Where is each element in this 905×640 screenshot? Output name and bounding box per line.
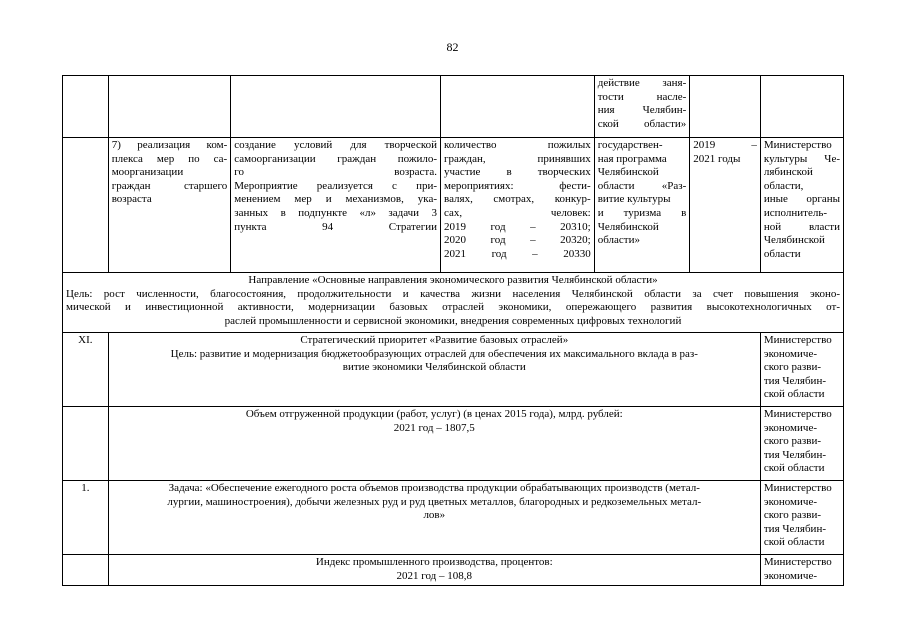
program-line: ской области»: [597, 117, 687, 130]
responsible-line: области,: [763, 179, 804, 192]
content-line: го возраста.: [234, 166, 438, 179]
cell-number: XI.: [63, 333, 109, 407]
period-line: 2019 –: [693, 139, 757, 151]
program-line: государствен-: [597, 139, 663, 151]
cell-indicator: [441, 76, 595, 138]
program-line: Челябинской: [597, 220, 659, 233]
cell-responsible: [760, 407, 843, 481]
cell-period: [690, 76, 761, 138]
direction-goal-line: раслей промышленности и сервисной экономики, внедрения современных цифровых технологий: [224, 314, 682, 327]
volume-cell: [108, 407, 760, 481]
content-line: Мероприятие реализуется с при-: [234, 179, 438, 192]
table-row: [63, 76, 844, 138]
priority-title: Стратегический приоритет «Развитие базовых отраслей»: [300, 334, 569, 346]
cell-program: [594, 138, 690, 273]
responsible-line: культуры Че-: [763, 152, 840, 165]
responsible-line: экономиче-: [763, 421, 817, 434]
cell-responsible: [760, 555, 843, 586]
indicator-line: количество пожилых: [444, 139, 591, 151]
program-line: и туризма в: [597, 206, 687, 219]
direction-goal-line: мической и инвестиционной активности, модернизации базовых отраслей экономики, опережающего развития высокотехнологичных от-: [66, 301, 840, 314]
page-number: 82: [446, 40, 459, 54]
index-title: Индекс промышленного производства, процентов:: [315, 556, 553, 568]
task-cell: [108, 481, 760, 555]
measure-line: 7) реализация ком-: [111, 139, 228, 151]
table-row: [63, 407, 844, 481]
measure-line: моорганизации: [111, 166, 184, 179]
table-row: [63, 555, 844, 586]
task-line: Задача: «Обеспечение ежегодного роста объемов производства продукции обрабатывающих производств (метал-: [168, 482, 700, 494]
direction-title: Направление «Основные направления экономического развития Челябинской области»: [248, 274, 658, 286]
cell-responsible: [760, 481, 843, 555]
indicator-line: граждан, принявших: [444, 152, 591, 165]
content-line: менением мер и механизмов, ука-: [234, 193, 438, 206]
content-line: самоорганизации граждан пожило-: [234, 152, 438, 165]
program-line: ная программа: [597, 152, 667, 165]
cell-indicator: [441, 138, 595, 273]
cell-period: [690, 138, 761, 273]
table-row: [63, 273, 844, 333]
program-line: действие заня-: [597, 77, 687, 89]
cell-number: [63, 407, 109, 481]
indicator-line: участие в творческих: [444, 166, 591, 179]
program-line: Челябинской: [597, 166, 659, 179]
cell-content: [231, 76, 441, 138]
responsible-line: Челябинской: [763, 234, 825, 247]
responsible-line: тия Челябин-: [763, 522, 826, 535]
volume-value: 2021 год – 1807,5: [393, 421, 475, 434]
responsible-line: области: [763, 247, 801, 260]
cell-number: [63, 76, 109, 138]
responsible-line: ского разви-: [763, 435, 822, 448]
indicator-line: сах, человек:: [444, 206, 591, 219]
index-cell: [108, 555, 760, 586]
responsible-line: ной власти: [763, 220, 840, 233]
responsible-line: ской области: [763, 462, 825, 475]
indicator-line: валях, смотрах, конкур-: [444, 193, 591, 206]
direction-cell: [63, 273, 844, 333]
content-line: создание условий для творческой: [234, 139, 438, 151]
content-line: пункта 94 Стратегии: [234, 220, 438, 233]
program-line: области «Раз-: [597, 179, 687, 192]
responsible-line: тия Челябин-: [763, 448, 826, 461]
program-line: области»: [597, 234, 640, 247]
program-line: ния Челябин-: [597, 104, 687, 117]
cell-responsible: [760, 76, 843, 138]
table-row: [63, 333, 844, 407]
indicator-line: 2021 год – 20330: [444, 247, 591, 260]
responsible-line: ского разви-: [763, 361, 822, 374]
responsible-line: Министерство: [763, 482, 832, 494]
cell-number: 1.: [63, 481, 109, 555]
volume-title: Объем отгруженной продукции (работ, услуг) (в ценах 2015 года), млрд. рублей:: [245, 408, 623, 420]
cell-responsible: [760, 333, 843, 407]
cell-measure: [108, 76, 231, 138]
responsible-line: Министерство: [763, 408, 832, 420]
indicator-line: 2019 год – 20310;: [444, 220, 591, 233]
priority-cell: [108, 333, 760, 407]
direction-goal-line: Цель: рост численности, благосостояния, продолжительности и качества жизни населения Челябинской области за счет повышения эконо-: [66, 287, 840, 300]
table-row: [63, 481, 844, 555]
responsible-line: экономиче-: [763, 569, 817, 582]
responsible-line: иные органы: [763, 193, 840, 206]
responsible-line: ской области: [763, 388, 825, 401]
cell-responsible: [760, 138, 843, 273]
measure-line: плекса мер по са-: [111, 152, 228, 165]
indicator-line: 2020 год – 20320;: [444, 234, 591, 247]
program-line: витие культуры: [597, 193, 671, 206]
cell-content: [231, 138, 441, 273]
strategy-plan-table: [62, 75, 844, 586]
task-line: лов»: [423, 509, 446, 522]
cell-number: [63, 555, 109, 586]
indicator-line: мероприятиях: фести-: [444, 179, 591, 192]
responsible-line: Министерство: [763, 334, 832, 346]
responsible-line: тия Челябин-: [763, 374, 826, 387]
cell-program: [594, 76, 690, 138]
index-value: 2021 год – 108,8: [396, 569, 473, 582]
priority-goal-line: витие экономики Челябинской области: [342, 361, 526, 374]
table-row: [63, 138, 844, 273]
responsible-line: Министерство: [763, 556, 832, 568]
measure-line: граждан старшего: [111, 179, 228, 192]
responsible-line: экономиче-: [763, 495, 817, 508]
period-line: 2021 годы: [693, 152, 741, 165]
program-line: тости насле-: [597, 90, 687, 103]
responsible-line: исполнитель-: [763, 206, 828, 219]
measure-line: возраста: [111, 193, 152, 206]
cell-measure: [108, 138, 231, 273]
priority-goal-line: Цель: развитие и модернизация бюджетообразующих отраслей для обеспечения их максимального вклада в раз-: [170, 347, 698, 360]
task-line: лургии, машиностроения), добычи железных руд и руд цветных металлов, благородных и редкоземельных метал-: [167, 495, 702, 508]
responsible-line: ского разви-: [763, 509, 822, 522]
responsible-line: лябинской: [763, 166, 813, 179]
responsible-line: Министерство: [763, 139, 832, 151]
responsible-line: ской области: [763, 536, 825, 549]
cell-number: [63, 138, 109, 273]
content-line: занных в подпункте «л» задачи 3: [234, 206, 438, 219]
responsible-line: экономиче-: [763, 347, 817, 360]
